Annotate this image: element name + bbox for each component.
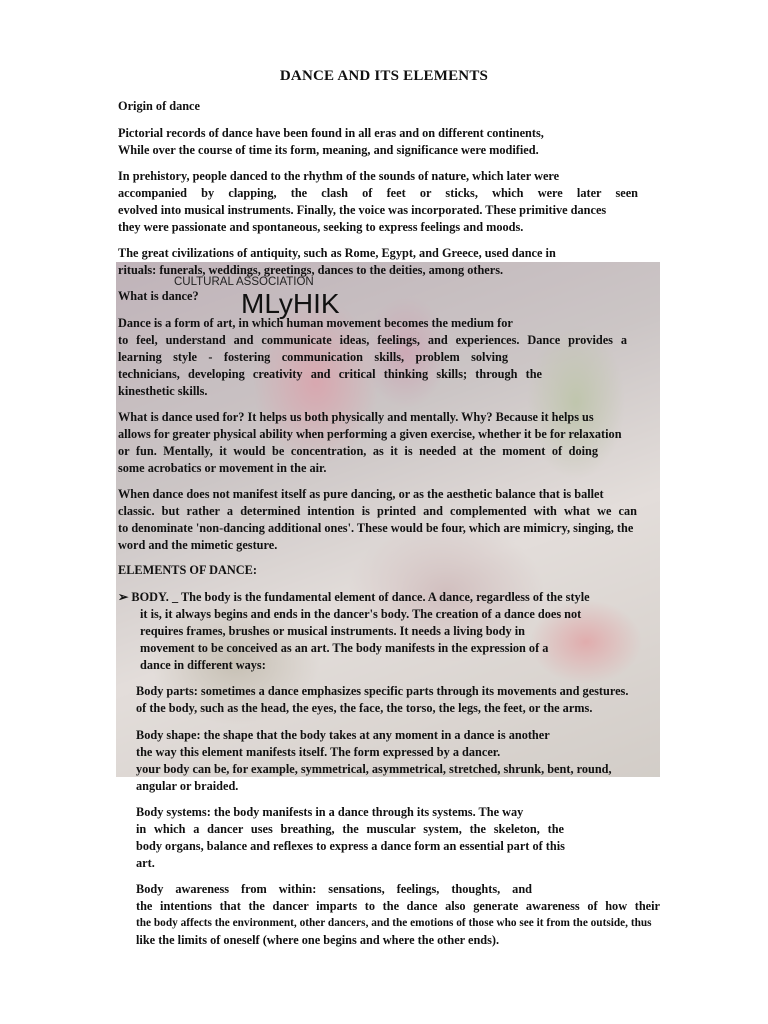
text-line: to feel, understand and communicate ideas, feelings, and experiences. Dance provides a bbox=[118, 333, 627, 347]
text-line: art. bbox=[136, 856, 155, 870]
paragraph-body-parts bbox=[136, 683, 628, 717]
text-line: Body shape: the shape that the body takes at any moment in a dance is another bbox=[136, 728, 550, 742]
paragraph-body-awareness bbox=[136, 881, 660, 949]
text-line: kinesthetic skills. bbox=[118, 384, 208, 398]
text-line: your body can be, for example, symmetrical, asymmetrical, stretched, shrunk, bent, round, bbox=[136, 762, 612, 776]
elements-heading: ELEMENTS OF DANCE: bbox=[118, 563, 257, 577]
what-heading: What is dance? bbox=[118, 289, 199, 303]
text-line: classic. but rather a determined intention is printed and complemented with what we can bbox=[118, 504, 637, 518]
paragraph-used-for bbox=[118, 409, 648, 477]
text-line: Body awareness from within: sensations, feelings, thoughts, and bbox=[136, 882, 532, 896]
text-line: Dance is a form of art, in which human movement becomes the medium for bbox=[118, 316, 513, 330]
text-line: body organs, balance and reflexes to express a dance form an essential part of this bbox=[136, 839, 565, 853]
text-line: evolved into musical instruments. Finally, the voice was incorporated. These primitive dances bbox=[118, 203, 607, 217]
text-line: it is, it always begins and ends in the dancer's body. The creation of a dance does not bbox=[140, 607, 582, 621]
paragraph-body-shape bbox=[136, 727, 612, 795]
text-line: The great civilizations of antiquity, such as Rome, Egypt, and Greece, used dance in bbox=[118, 246, 556, 260]
text-line: Body parts: sometimes a dance emphasizes specific parts through its movements and gestures. bbox=[136, 684, 629, 698]
bullet-body bbox=[118, 589, 636, 674]
text-line: some acrobatics or movement in the air. bbox=[118, 461, 327, 475]
text-line: dance in different ways: bbox=[140, 658, 266, 672]
arrow-bullet-icon: ➢ bbox=[118, 590, 129, 604]
text-line: movement to be conceived as an art. The body manifests in the expression of a bbox=[140, 641, 549, 655]
text-line: Body systems: the body manifests in a dance through its systems. The way bbox=[136, 805, 524, 819]
text-line: the intentions that the dancer imparts to the dance also generate awareness of how their bbox=[136, 899, 660, 913]
text-line: accompanied by clapping, the clash of feet or sticks, which were later seen bbox=[118, 186, 638, 200]
text-line: rituals: funerals, weddings, greetings, dances to the deities, among others. bbox=[118, 263, 504, 277]
bullet-first-line: BODY. _ The body is the fundamental element of dance. A dance, regardless of the style bbox=[131, 590, 590, 604]
paragraph-non-dancing bbox=[118, 486, 673, 554]
text-line: in which a dancer uses breathing, the muscular system, the skeleton, the bbox=[136, 822, 564, 836]
text-line: While over the course of time its form, meaning, and significance were modified. bbox=[118, 143, 539, 157]
text-line: When dance does not manifest itself as pure dancing, or as the aesthetic balance that is ballet bbox=[118, 487, 604, 501]
text-line: In prehistory, people danced to the rhythm of the sounds of nature, which later were bbox=[118, 169, 560, 183]
text-line: word and the mimetic gesture. bbox=[118, 538, 278, 552]
paragraph-civilizations bbox=[118, 245, 556, 279]
logo-text: MLyHIK bbox=[241, 288, 340, 319]
paragraph-body-systems bbox=[136, 804, 564, 872]
text-line: the body affects the environment, other dancers, and the emotions of those who see it from the outside, thus bbox=[136, 917, 652, 929]
text-line: technicians, developing creativity and critical thinking skills; through the bbox=[118, 367, 542, 381]
text-line: learning style - fostering communication skills, problem solving bbox=[118, 350, 508, 364]
text-line: or fun. Mentally, it would be concentration, as it is needed at the moment of doing bbox=[118, 444, 598, 458]
paragraph-origin bbox=[118, 125, 544, 159]
text-line: Pictorial records of dance have been found in all eras and on different continents, bbox=[118, 126, 544, 140]
logo-caption: CULTURAL ASSOCIATION bbox=[174, 276, 314, 288]
paragraph-what-is-dance bbox=[118, 315, 627, 400]
text-line: angular or braided. bbox=[136, 779, 239, 793]
text-line: of the body, such as the head, the eyes, the face, the torso, the legs, the feet, or the arms. bbox=[136, 701, 593, 715]
text-line: What is dance used for? It helps us both physically and mentally. Why? Because it helps us bbox=[118, 410, 594, 424]
paragraph-prehistory bbox=[118, 168, 638, 236]
origin-heading: Origin of dance bbox=[118, 99, 200, 113]
text-line: allows for greater physical ability when performing a given exercise, whether it be for relaxation bbox=[118, 427, 622, 441]
text-line bbox=[118, 589, 636, 606]
text-line: requires frames, brushes or musical instruments. It needs a living body in bbox=[140, 624, 525, 638]
text-line: to denominate 'non-dancing additional ones'. These would be four, which are mimicry, singing, the bbox=[118, 521, 634, 535]
page-title: DANCE AND ITS ELEMENTS bbox=[279, 68, 489, 84]
text-line: like the limits of oneself (where one begins and where the other ends). bbox=[136, 933, 500, 947]
text-line: the way this element manifests itself. The form expressed by a dancer. bbox=[136, 745, 501, 759]
text-line: they were passionate and spontaneous, seeking to express feelings and moods. bbox=[118, 220, 524, 234]
